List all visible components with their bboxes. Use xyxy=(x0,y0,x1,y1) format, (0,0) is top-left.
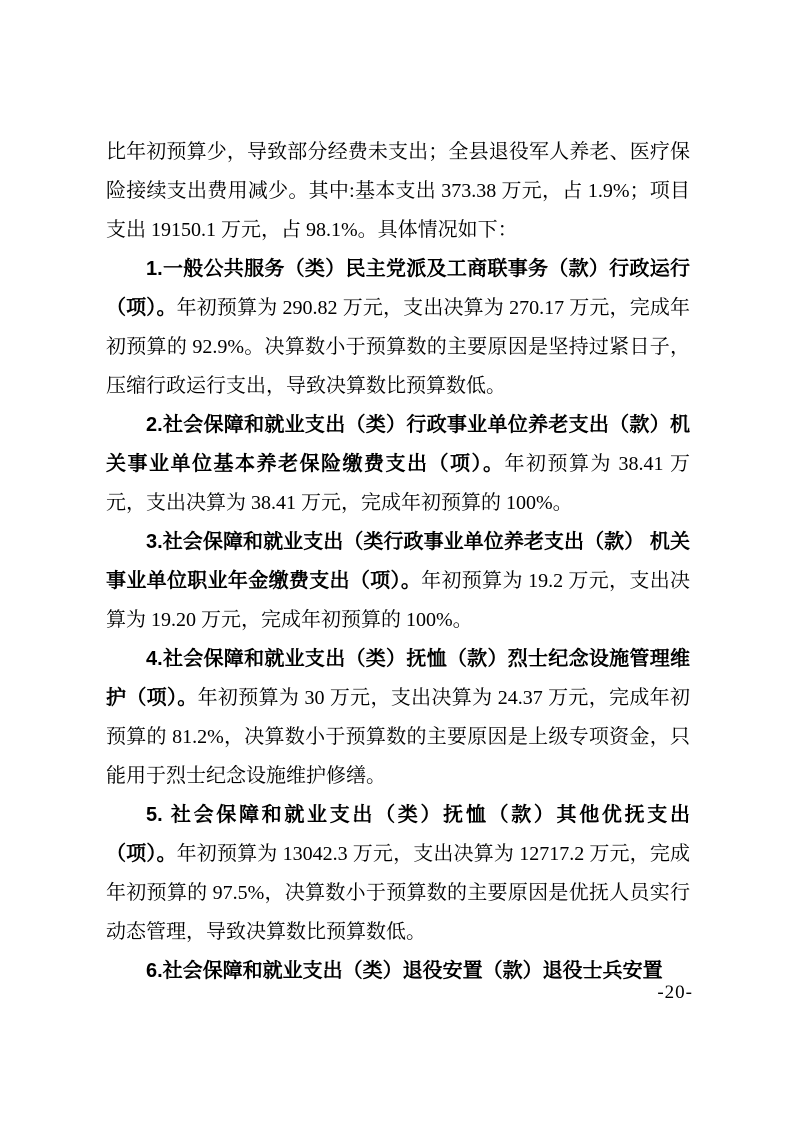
paragraph xyxy=(106,250,690,406)
paragraph xyxy=(106,523,690,640)
paragraph-body-text: 年初预算为 38.41 万元，支出决算为 38.41 万元，完成年初预算的 100%。 xyxy=(106,453,690,514)
page-number: -20- xyxy=(657,982,693,1003)
paragraph-body-text: 年初预算为 13042.3 万元，支出决算为 12717.2 万元，完成年初预算的 97.5%，决算数小于预算数的主要原因是优抚人员实行动态管理，导致决算数比预算数低。 xyxy=(106,843,691,943)
paragraph-heading-text: 5. 社会保障和就业支出（类）抚恤（款）其他优抚支出（项）。 xyxy=(106,804,690,865)
paragraph-body-text: 比年初预算少，导致部分经费未支出；全县退役军人养老、医疗保险接续支出费用减少。其中:基本支出 373.38 万元，占 1.9%；项目支出 19150.1 万元，占 98.1%。具体情况如下： xyxy=(106,141,690,241)
paragraph-body-text: 年初预算为 19.2 万元，支出决算为 19.20 万元，完成年初预算的 100%。 xyxy=(106,570,691,631)
document-body xyxy=(106,133,690,991)
paragraph-heading-text: 3.社会保障和就业支出（类行政事业单位养老支出（款） 机关事业单位职业年金缴费支出（项）。 xyxy=(106,531,690,592)
paragraph-heading-text: 4.社会保障和就业支出（类）抚恤（款）烈士纪念设施管理维护（项）。 xyxy=(106,648,690,709)
paragraph-heading-text: 1.一般公共服务（类）民主党派及工商联事务（款）行政运行（项）。 xyxy=(106,258,690,319)
paragraph-body-text: 年初预算为 30 万元，支出决算为 24.37 万元，完成年初预算的 81.2%，决算数小于预算数的主要原因是上级专项资金，只能用于烈士纪念设施维护修缮。 xyxy=(106,687,691,787)
paragraph xyxy=(106,133,690,250)
paragraph xyxy=(106,406,690,523)
paragraph xyxy=(106,952,690,991)
paragraph-heading-text: 6.社会保障和就业支出（类）退役安置（款）退役士兵安置 xyxy=(146,960,663,982)
paragraph xyxy=(106,796,690,952)
paragraph xyxy=(106,640,690,796)
paragraph-heading-text: 2.社会保障和就业支出（类）行政事业单位养老支出（款）机关事业单位基本养老保险缴费支出（项）。 xyxy=(106,414,690,475)
paragraph-body-text: 年初预算为 290.82 万元，支出决算为 270.17 万元，完成年初预算的 92.9%。决算数小于预算数的主要原因是坚持过紧日子，压缩行政运行支出，导致决算数比预算数低。 xyxy=(106,297,691,397)
